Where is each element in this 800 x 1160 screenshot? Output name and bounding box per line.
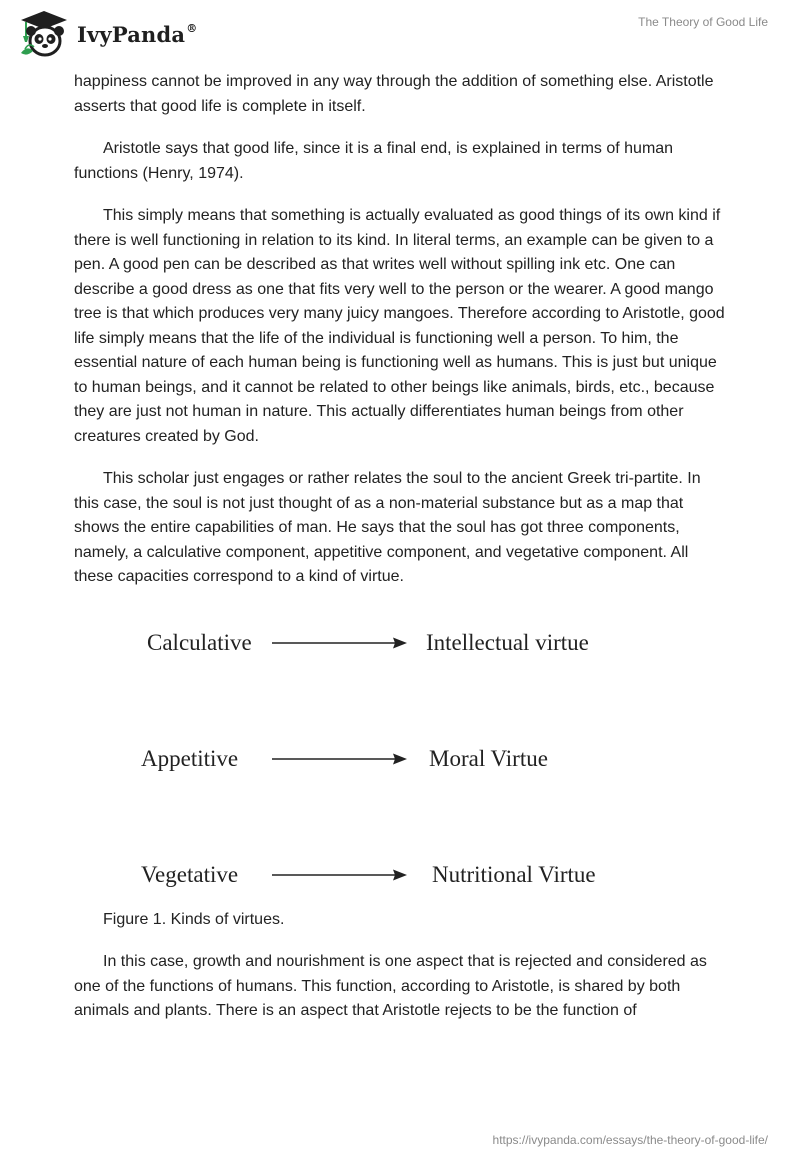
paragraph: This scholar just engages or rather relates the soul to the ancient Greek tri-partite. In this case, the soul is not just thought of as a non-material substance but as a map that shows the entire capabilities of man. He says that the soul has got three components, namely, a calculative component, appetitive component, and vegetative component. All these capacities correspond to a kind of virtue. (74, 470, 701, 585)
brand-name: IvyPanda® (77, 21, 198, 47)
arrow-right-icon (272, 868, 407, 882)
soul-component-label: Appetitive (141, 745, 239, 771)
running-title: The Theory of Good Life (638, 15, 768, 29)
paragraph: This simply means that something is actually evaluated as good things of its own kind if there is well functioning in relation to its kind. In literal terms, an example can be given to a pen. A good pen can be described as that writes well without spilling ink etc. One can describe a good dress as one that fits very well to the person or the wearer. A good mango tree is that which produces very many juicy mangoes. Therefore according to Aristotle, good life simply means that the life of the individual is functioning well a person. To him, the essential nature of each human being is functioning well as humans. This is just but unique to human beings, and it cannot be related to other beings like animals, birds, etc., because they are just not human in nature. This actually differentiates human beings from other creatures created by God. (74, 207, 725, 445)
essay-content (74, 70, 726, 1042)
virtues-figure (74, 608, 726, 908)
figure-row (74, 742, 726, 776)
virtue-label: Intellectual virtue (426, 629, 589, 655)
registered-mark: ® (186, 21, 198, 35)
virtue-label: Nutritional Virtue (432, 861, 596, 887)
panda-graduate-icon (17, 9, 71, 59)
virtue-label: Moral Virtue (429, 745, 548, 771)
soul-component-label: Vegetative (141, 861, 239, 887)
source-url-link[interactable]: https://ivypanda.com/essays/the-theory-of-good-life/ (492, 1133, 768, 1147)
figure-caption: Figure 1. Kinds of virtues. (103, 910, 285, 928)
arrow-right-icon (272, 752, 407, 766)
soul-component-label: Calculative (147, 629, 252, 655)
arrow-right-icon (272, 636, 407, 650)
paragraph: happiness cannot be improved in any way through the addition of something else. Aristotle asserts that good life is complete in itself. (74, 73, 714, 115)
paragraph: In this case, growth and nourishment is one aspect that is rejected and considered as one of the functions of humans. This function, according to Aristotle, is shared by both animals and plants. There is an aspect that Aristotle rejects to be the function of (74, 953, 707, 1019)
ivypanda-logo[interactable] (17, 9, 197, 59)
page-header (0, 0, 800, 70)
paragraph: Aristotle says that good life, since it is a final end, is explained in terms of human functions (Henry, 1974). (74, 140, 674, 182)
figure-row (74, 858, 726, 892)
figure-row (74, 626, 726, 660)
